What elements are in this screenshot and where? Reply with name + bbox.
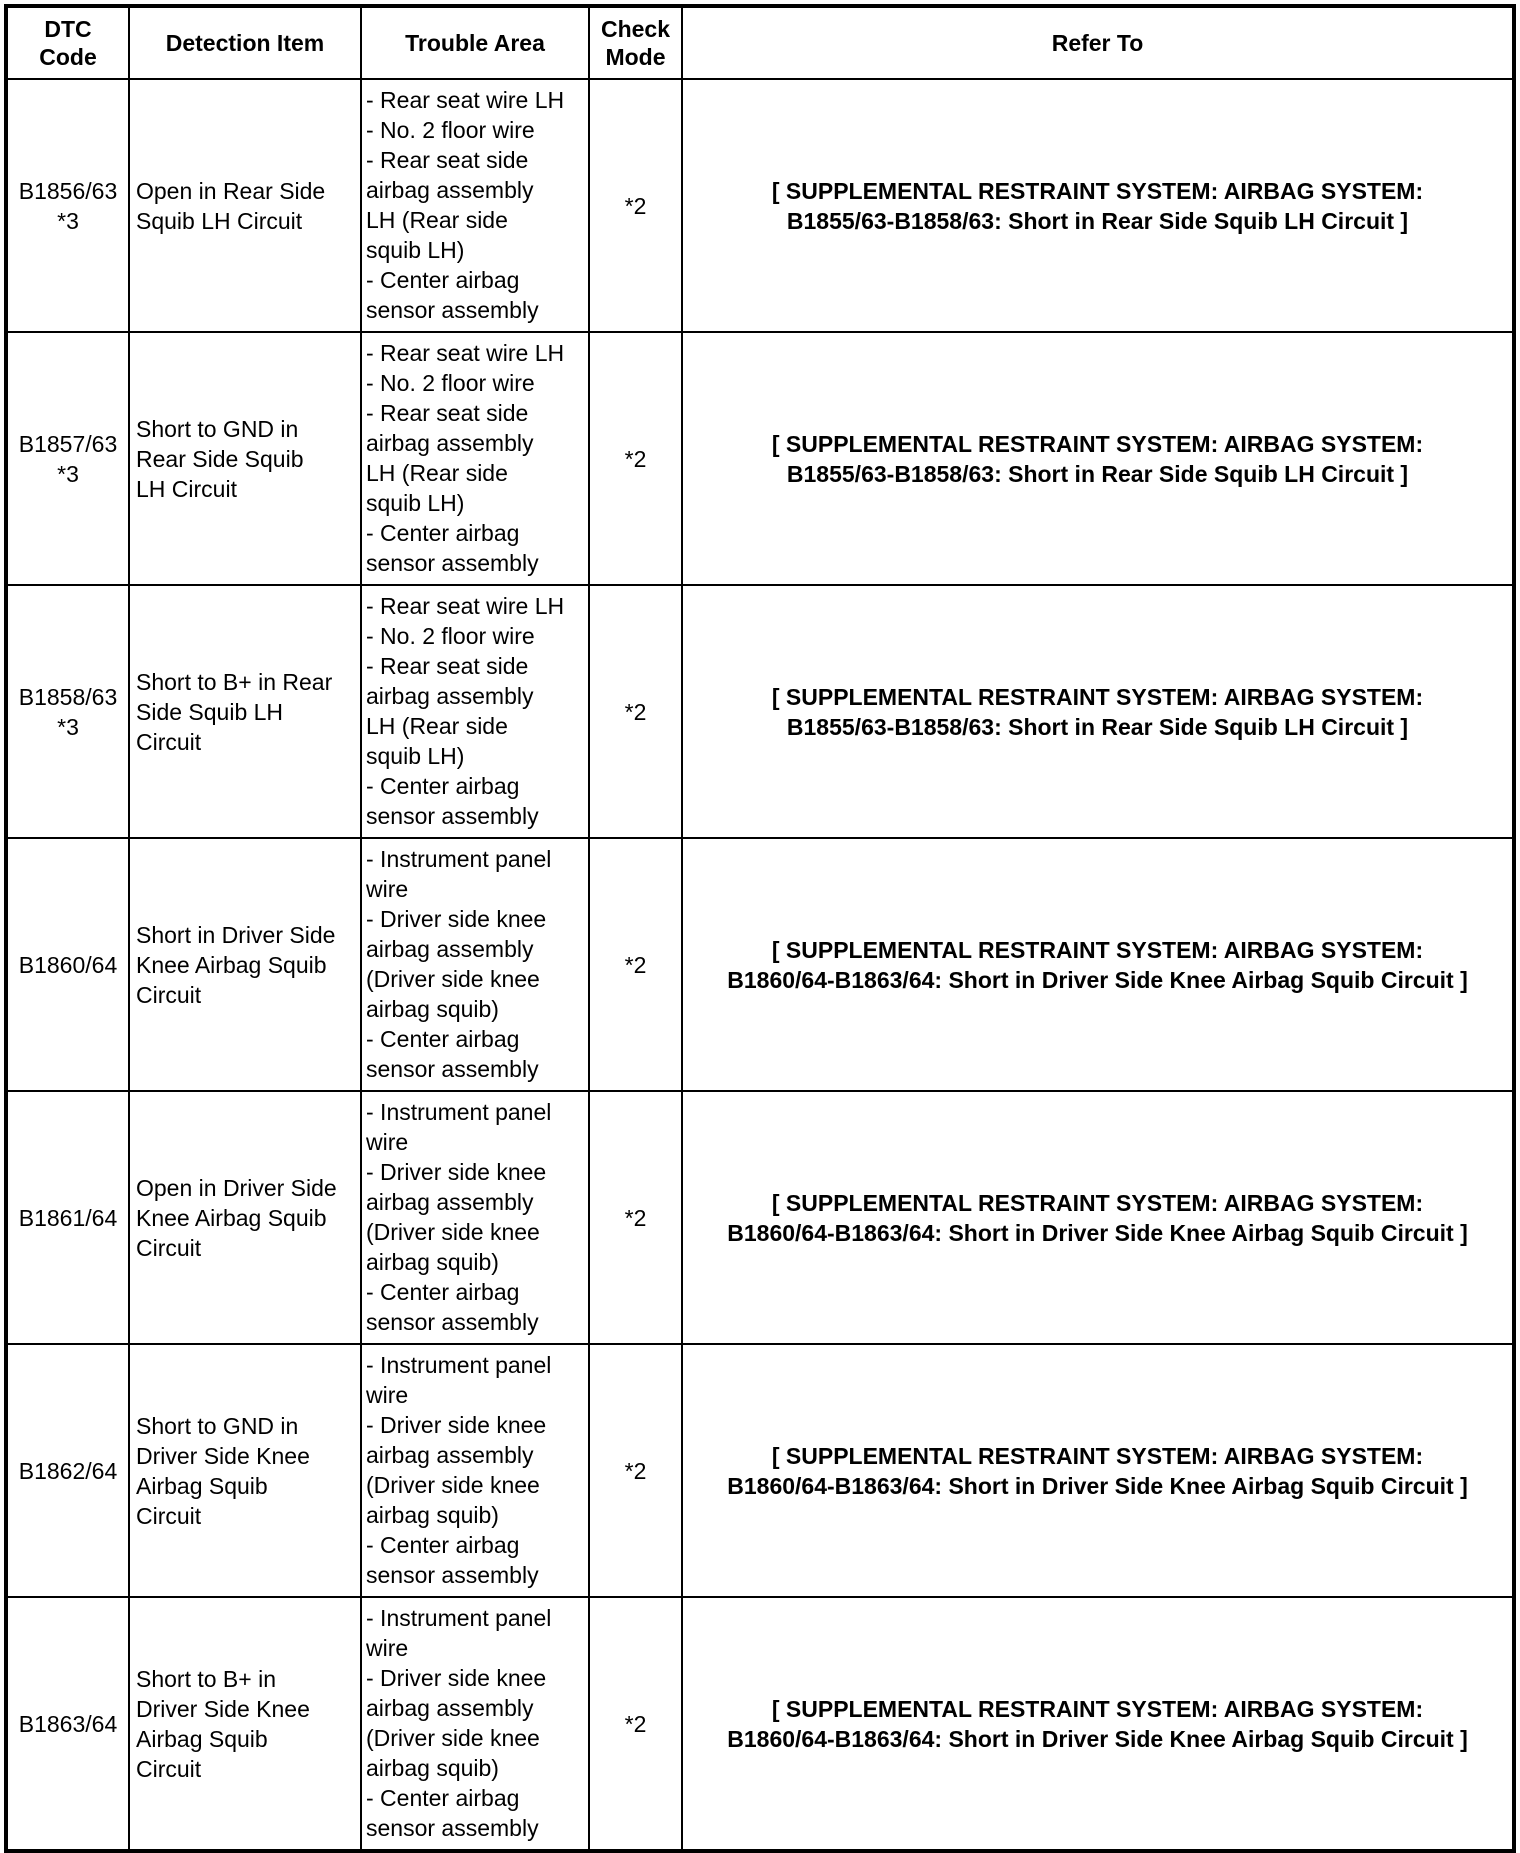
detection-item-cell <box>129 79 361 332</box>
refer-to-cell <box>682 1091 1514 1344</box>
table-row <box>6 585 1514 838</box>
dtc-code: B1861/64 <box>18 1204 118 1231</box>
detection-item: Short in Driver Side Knee Airbag Squib Circuit <box>136 921 336 1008</box>
check-mode-cell <box>589 838 682 1091</box>
trouble-area-item: - Driver side knee airbag assembly (Driver side knee airbag squib) <box>366 1159 547 1275</box>
table-header-row <box>6 6 1514 79</box>
refer-to-line-2: B1855/63-B1858/63: Short in Rear Side Squib LH Circuit ] <box>786 207 1409 234</box>
check-mode: *2 <box>624 1204 647 1231</box>
trouble-area-cell <box>361 332 589 585</box>
table-row <box>6 79 1514 332</box>
check-mode: *2 <box>624 698 647 725</box>
refer-to-line-1: [ SUPPLEMENTAL RESTRAINT SYSTEM: AIRBAG SYSTEM: <box>771 1695 1424 1722</box>
check-mode: *2 <box>624 1710 647 1737</box>
dtc-table <box>4 4 1516 1853</box>
dtc-code: B1858/63 *3 <box>18 683 118 740</box>
trouble-area-item: - Instrument panel wire <box>366 1605 552 1661</box>
detection-item: Short to B+ in Driver Side Knee Airbag Squib Circuit <box>136 1665 310 1782</box>
detection-item-cell <box>129 1344 361 1597</box>
dtc-code: B1863/64 <box>18 1710 118 1737</box>
trouble-area-item: - Rear seat wire LH <box>366 87 565 113</box>
trouble-area-cell <box>361 838 589 1091</box>
refer-to-line-2: B1860/64-B1863/64: Short in Driver Side Knee Airbag Squib Circuit ] <box>727 1725 1468 1752</box>
refer-to-line-1: [ SUPPLEMENTAL RESTRAINT SYSTEM: AIRBAG SYSTEM: <box>771 1189 1424 1216</box>
trouble-area-item: - Center airbag sensor assembly <box>366 1026 539 1082</box>
refer-to-line-1: [ SUPPLEMENTAL RESTRAINT SYSTEM: AIRBAG SYSTEM: <box>771 1442 1424 1469</box>
trouble-area-item: - Rear seat side airbag assembly LH (Rear side squib LH) <box>366 147 534 263</box>
trouble-area-item: - Center airbag sensor assembly <box>366 1532 539 1588</box>
table-body <box>6 79 1514 1851</box>
detection-item-cell <box>129 332 361 585</box>
trouble-area-item: - Driver side knee airbag assembly (Driver side knee airbag squib) <box>366 1665 547 1781</box>
detection-item-cell <box>129 585 361 838</box>
detection-item-cell <box>129 1597 361 1851</box>
check-mode-cell <box>589 79 682 332</box>
trouble-area-item: - Driver side knee airbag assembly (Driver side knee airbag squib) <box>366 906 547 1022</box>
detection-item: Short to GND in Rear Side Squib LH Circuit <box>136 415 304 502</box>
trouble-area-cell <box>361 1091 589 1344</box>
trouble-area-item: - Driver side knee airbag assembly (Driver side knee airbag squib) <box>366 1412 547 1528</box>
trouble-area-item: - No. 2 floor wire <box>366 370 535 396</box>
trouble-area-item: - Rear seat wire LH <box>366 593 565 619</box>
refer-to-line-2: B1860/64-B1863/64: Short in Driver Side Knee Airbag Squib Circuit ] <box>727 1472 1468 1499</box>
check-mode-cell <box>589 332 682 585</box>
trouble-area-cell <box>361 79 589 332</box>
header-trouble-area: Trouble Area <box>361 6 589 79</box>
table-row <box>6 1597 1514 1851</box>
refer-to-line-1: [ SUPPLEMENTAL RESTRAINT SYSTEM: AIRBAG SYSTEM: <box>771 936 1424 963</box>
table-row <box>6 1344 1514 1597</box>
trouble-area-item: - Instrument panel wire <box>366 1099 552 1155</box>
check-mode: *2 <box>624 445 647 472</box>
trouble-area-cell <box>361 1344 589 1597</box>
refer-to-line-1: [ SUPPLEMENTAL RESTRAINT SYSTEM: AIRBAG SYSTEM: <box>771 177 1424 204</box>
dtc-code-cell <box>6 585 129 838</box>
check-mode-cell <box>589 1344 682 1597</box>
dtc-code-cell <box>6 79 129 332</box>
detection-item-cell <box>129 838 361 1091</box>
dtc-code: B1856/63 *3 <box>18 177 118 234</box>
refer-to-line-2: B1855/63-B1858/63: Short in Rear Side Squib LH Circuit ] <box>786 460 1409 487</box>
trouble-area-item: - Instrument panel wire <box>366 1352 552 1408</box>
trouble-area-item: - Rear seat side airbag assembly LH (Rear side squib LH) <box>366 653 534 769</box>
trouble-area-cell <box>361 585 589 838</box>
detection-item: Short to GND in Driver Side Knee Airbag Squib Circuit <box>136 1412 310 1529</box>
detection-item: Open in Rear Side Squib LH Circuit <box>136 177 326 234</box>
refer-to-cell <box>682 1597 1514 1851</box>
dtc-code-cell <box>6 838 129 1091</box>
dtc-table-page <box>4 4 1512 1853</box>
header-detection-item: Detection Item <box>129 6 361 79</box>
header-check-mode: Check Mode <box>589 6 682 79</box>
dtc-code-cell <box>6 1344 129 1597</box>
table-row <box>6 1091 1514 1344</box>
refer-to-line-2: B1860/64-B1863/64: Short in Driver Side Knee Airbag Squib Circuit ] <box>727 1219 1468 1246</box>
refer-to-line-2: B1860/64-B1863/64: Short in Driver Side Knee Airbag Squib Circuit ] <box>727 966 1468 993</box>
check-mode: *2 <box>624 951 647 978</box>
check-mode-cell <box>589 1597 682 1851</box>
dtc-code-cell <box>6 332 129 585</box>
detection-item: Short to B+ in Rear Side Squib LH Circuit <box>136 668 333 755</box>
trouble-area-item: - Rear seat wire LH <box>366 340 565 366</box>
trouble-area-item: - Center airbag sensor assembly <box>366 520 539 576</box>
trouble-area-item: - Center airbag sensor assembly <box>366 773 539 829</box>
trouble-area-cell <box>361 1597 589 1851</box>
detection-item-cell <box>129 1091 361 1344</box>
trouble-area-item: - Center airbag sensor assembly <box>366 1785 539 1841</box>
detection-item: Open in Driver Side Knee Airbag Squib Circuit <box>136 1174 337 1261</box>
trouble-area-item: - No. 2 floor wire <box>366 623 535 649</box>
trouble-area-item: - Center airbag sensor assembly <box>366 1279 539 1335</box>
refer-to-cell <box>682 838 1514 1091</box>
trouble-area-item: - Instrument panel wire <box>366 846 552 902</box>
refer-to-line-2: B1855/63-B1858/63: Short in Rear Side Squib LH Circuit ] <box>786 713 1409 740</box>
dtc-code: B1862/64 <box>18 1457 118 1484</box>
dtc-code-cell <box>6 1597 129 1851</box>
refer-to-line-1: [ SUPPLEMENTAL RESTRAINT SYSTEM: AIRBAG SYSTEM: <box>771 430 1424 457</box>
table-row <box>6 332 1514 585</box>
dtc-code-cell <box>6 1091 129 1344</box>
header-refer-to: Refer To <box>682 6 1514 79</box>
refer-to-cell <box>682 585 1514 838</box>
check-mode-cell <box>589 1091 682 1344</box>
trouble-area-item: - No. 2 floor wire <box>366 117 535 143</box>
refer-to-cell <box>682 332 1514 585</box>
refer-to-cell <box>682 79 1514 332</box>
dtc-code: B1857/63 *3 <box>18 430 118 487</box>
check-mode-cell <box>589 585 682 838</box>
dtc-code: B1860/64 <box>18 951 118 978</box>
header-dtc-code: DTC Code <box>6 6 129 79</box>
refer-to-line-1: [ SUPPLEMENTAL RESTRAINT SYSTEM: AIRBAG SYSTEM: <box>771 683 1424 710</box>
check-mode: *2 <box>624 1457 647 1484</box>
table-row <box>6 838 1514 1091</box>
trouble-area-item: - Center airbag sensor assembly <box>366 267 539 323</box>
trouble-area-item: - Rear seat side airbag assembly LH (Rear side squib LH) <box>366 400 534 516</box>
check-mode: *2 <box>624 192 647 219</box>
refer-to-cell <box>682 1344 1514 1597</box>
